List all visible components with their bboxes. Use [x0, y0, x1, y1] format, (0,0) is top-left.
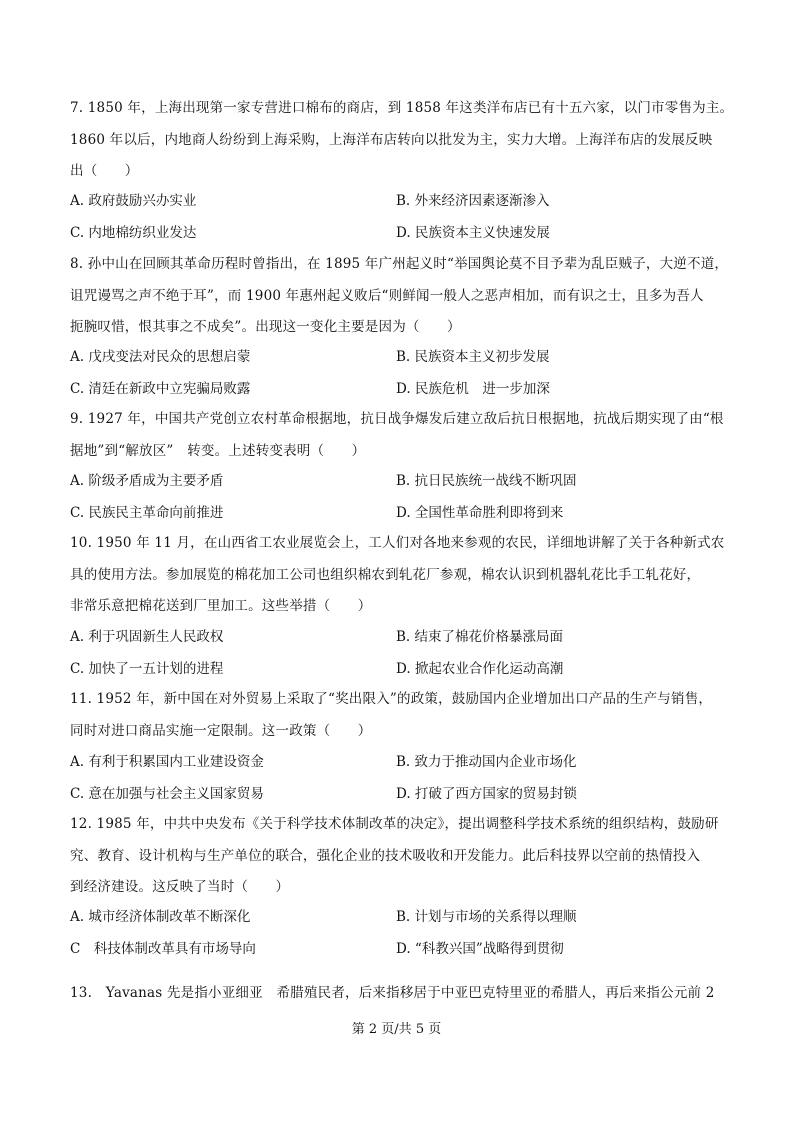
option-c[interactable]: C. 清廷在新政中立宪骗局败露	[70, 380, 251, 397]
question-7-stem	[70, 93, 734, 188]
option-a[interactable]: A. 利于巩固新生人民政权	[70, 629, 224, 645]
question-line: 1860 年以后，内地商人纷纷到上海采购，上海洋布店转向以批发为主，实力大增。上海洋布店的发展反映	[70, 131, 713, 148]
question-line: 同时对进口商品实施一定限制。这一政策（ ）	[70, 722, 372, 739]
question-12-options	[70, 902, 725, 965]
question-line: 9. 1927 年，中国共产党创立农村革命根据地，抗日战争爆发后建立敌后抗日根据地，抗战后期实现了由“根	[70, 411, 724, 427]
question-line: 13. Yavanas 先是指小亚细亚 希腊殖民者，后来指移居于中亚巴克特里亚的希腊人，再后来指公元前 2	[70, 985, 715, 1001]
option-c[interactable]: C 科技体制改革具有市场导向	[70, 940, 256, 957]
question-line: 非常乐意把棉花送到厂里加工。这些举措（ ）	[70, 598, 372, 614]
question-line: 具的使用方法。参加展览的棉花加工公司也组织棉农到轧花厂参观，棉农认识到机器轧花比手工轧花好，	[70, 566, 701, 583]
option-b[interactable]: B. 抗日民族统一战线不断巩固	[396, 473, 577, 489]
option-d[interactable]: D. 全国性革命胜利即将到来	[396, 504, 564, 521]
option-b[interactable]: B. 民族资本主义初步发展	[396, 349, 550, 365]
option-b[interactable]: B. 致力于推动国内企业市场化	[396, 754, 577, 770]
question-12-stem	[70, 809, 725, 904]
question-line: 10. 1950 年 11 月，在山西省工农业展览会上，工人们对各地来参观的农民，详细地讲解了关于各种新式农	[70, 535, 725, 551]
option-a[interactable]: A. 政府鼓励兴办实业	[70, 193, 197, 209]
question-line: 11. 1952 年，新中国在对外贸易上采取了“奖出限入”的政策，鼓励国内企业增加出口产品的生产与销售，	[70, 691, 713, 707]
option-b[interactable]: B. 结束了棉花价格暴涨局面	[396, 629, 564, 645]
question-10-options	[70, 622, 725, 685]
question-line: 12. 1985 年，中共中央发布《关于科学技术体制改革的决定》，提出调整科学技术系统的组织结构，鼓励研	[70, 816, 719, 832]
option-a[interactable]: A. 阶级矛盾成为主要矛盾	[70, 473, 224, 489]
option-d[interactable]: D. 打破了西方国家的贸易封锁	[396, 785, 577, 802]
question-line: 到经济建设。这反映了当时（ ）	[70, 879, 290, 895]
question-10-stem	[70, 528, 725, 623]
question-8-stem	[70, 249, 729, 344]
option-d[interactable]: D. 民族资本主义快速发展	[396, 224, 550, 241]
option-d[interactable]: D. “科教兴国”战略得到贯彻	[396, 940, 564, 957]
question-13-stem	[70, 978, 725, 1010]
option-a[interactable]: A. 有利于积累国内工业建设资金	[70, 754, 264, 770]
question-line: 究、教育、设计机构与生产单位的联合，强化企业的技术吸收和开发能力。此后科技界以空前的热情投入	[70, 847, 701, 864]
option-c[interactable]: C. 意在加强与社会主义国家贸易	[70, 785, 264, 802]
question-11-stem	[70, 684, 725, 747]
question-8-options	[70, 342, 725, 405]
option-c[interactable]: C. 内地棉纺织业发达	[70, 224, 197, 241]
option-b[interactable]: B. 外来经济因素逐渐渗入	[396, 193, 550, 209]
question-9-stem	[70, 404, 725, 467]
question-line: 据地”到“解放区” 转变。上述转变表明（ ）	[70, 442, 366, 459]
option-b[interactable]: B. 计划与市场的关系得以理顺	[396, 909, 577, 925]
option-a[interactable]: A. 戊戌变法对民众的思想启蒙	[70, 349, 251, 365]
option-d[interactable]: D. 民族危机 进一步加深	[396, 380, 550, 397]
option-c[interactable]: C. 加快了一五计划的进程	[70, 660, 224, 677]
question-11-options	[70, 747, 725, 810]
question-line: 诅咒谩骂之声不绝于耳”，而 1900 年惠州起义败后“则鲜闻一般人之恶声相加，而有识之士，且多为吾人	[70, 287, 704, 304]
question-line: 7. 1850 年，上海出现第一家专营进口棉布的商店，到 1858 年这类洋布店已有十五六家，以门市零售为主。	[70, 100, 734, 116]
page-number: 第 2 页/共 5 页	[351, 1022, 442, 1037]
question-line: 出（ ）	[70, 163, 139, 179]
option-a[interactable]: A. 城市经济体制改革不断深化	[70, 909, 251, 925]
question-7-options	[70, 186, 725, 249]
option-d[interactable]: D. 掀起农业合作化运动高潮	[396, 660, 564, 677]
question-9-options	[70, 466, 725, 529]
question-line: 扼腕叹惜，恨其事之不成矣”。出现这一变化主要是因为（ ）	[70, 319, 461, 335]
option-c[interactable]: C. 民族民主革命向前推进	[70, 504, 224, 521]
question-line: 8. 孙中山在回顾其革命历程时曾指出，在 1895 年广州起义时“举国舆论莫不目予辈为乱臣贼子，大逆不道，	[70, 256, 729, 272]
